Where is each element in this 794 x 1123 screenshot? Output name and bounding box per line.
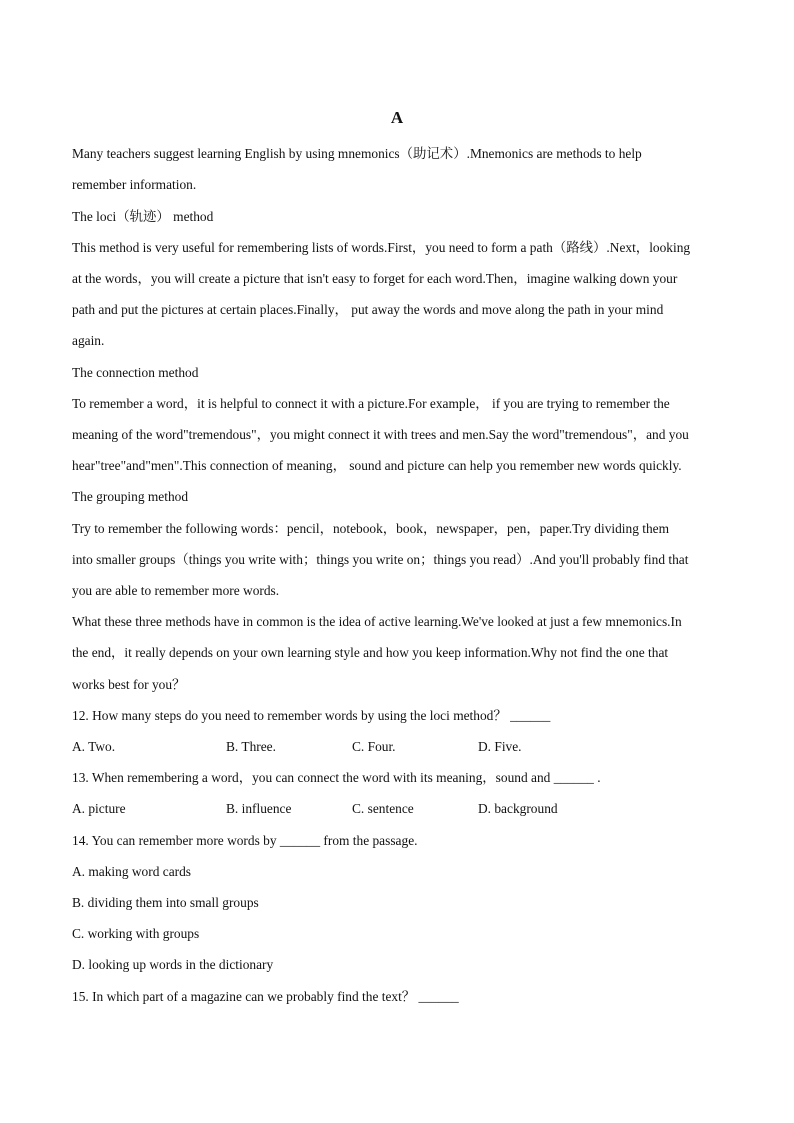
option-c[interactable]: C. sentence bbox=[352, 801, 414, 816]
option-a[interactable]: A. Two. bbox=[72, 739, 116, 754]
passage-line: the end，it really depends on your own learning style and how you keep information.Why not find the one that bbox=[72, 645, 669, 660]
question-14-stem: 14. You can remember more words by ______ from the passage. bbox=[72, 833, 418, 848]
question-12-stem: 12. How many steps do you need to remember words by using the loci method？ ______ bbox=[72, 708, 551, 723]
passage-line: Many teachers suggest learning English by using mnemonics（助记术）.Mnemonics are methods to help bbox=[72, 146, 642, 161]
option-b[interactable]: B. dividing them into small groups bbox=[72, 895, 259, 910]
option-c[interactable]: C. working with groups bbox=[72, 926, 200, 941]
passage-line: This method is very useful for remembering lists of words.First，you need to form a path（路线）.Next，looking bbox=[72, 240, 691, 255]
loci-heading: The loci（轨迹） method bbox=[72, 209, 214, 224]
passage-line: What these three methods have in common is the idea of active learning.We've looked at just a few mnemonics.In bbox=[72, 614, 682, 629]
option-a[interactable]: A. making word cards bbox=[72, 864, 191, 879]
passage-line: path and put the pictures at certain places.Finally， put away the words and move along the path in your mind bbox=[72, 302, 664, 317]
option-d[interactable]: D. looking up words in the dictionary bbox=[72, 957, 274, 972]
passage-line: Try to remember the following words：pencil，notebook，book，newspaper，pen，paper.Try dividing them bbox=[72, 521, 670, 536]
section-title: A bbox=[390, 108, 404, 127]
passage-line: works best for you？ bbox=[72, 677, 186, 692]
question-13-stem: 13. When remembering a word，you can connect the word with its meaning，sound and ______ . bbox=[72, 770, 601, 785]
option-a[interactable]: A. picture bbox=[72, 801, 126, 816]
option-b[interactable]: B. influence bbox=[226, 801, 292, 816]
passage-line: hear"tree"and"men".This connection of meaning， sound and picture can help you remember new words quickly. bbox=[72, 458, 682, 473]
option-d[interactable]: D. Five. bbox=[478, 739, 522, 754]
question-15-stem: 15. In which part of a magazine can we probably find the text？ ______ bbox=[72, 989, 459, 1004]
connection-heading: The connection method bbox=[72, 365, 199, 380]
option-b[interactable]: B. Three. bbox=[226, 739, 276, 754]
passage-line: you are able to remember more words. bbox=[72, 583, 280, 598]
passage-line: at the words，you will create a picture that isn't easy to forget for each word.Then，imagine walking down your bbox=[72, 271, 678, 286]
grouping-heading: The grouping method bbox=[72, 489, 189, 504]
passage-line: again. bbox=[72, 333, 105, 348]
passage-line: into smaller groups（things you write with；things you write on；things you read）.And you'll probably find that bbox=[72, 552, 689, 567]
passage-line: meaning of the word"tremendous"，you might connect it with trees and men.Say the word"tremendous"，and you bbox=[72, 427, 689, 442]
option-d[interactable]: D. background bbox=[478, 801, 558, 816]
passage-line: remember information. bbox=[72, 177, 197, 192]
passage-line: To remember a word，it is helpful to connect it with a picture.For example， if you are trying to remember the bbox=[72, 396, 670, 411]
option-c[interactable]: C. Four. bbox=[352, 739, 396, 754]
